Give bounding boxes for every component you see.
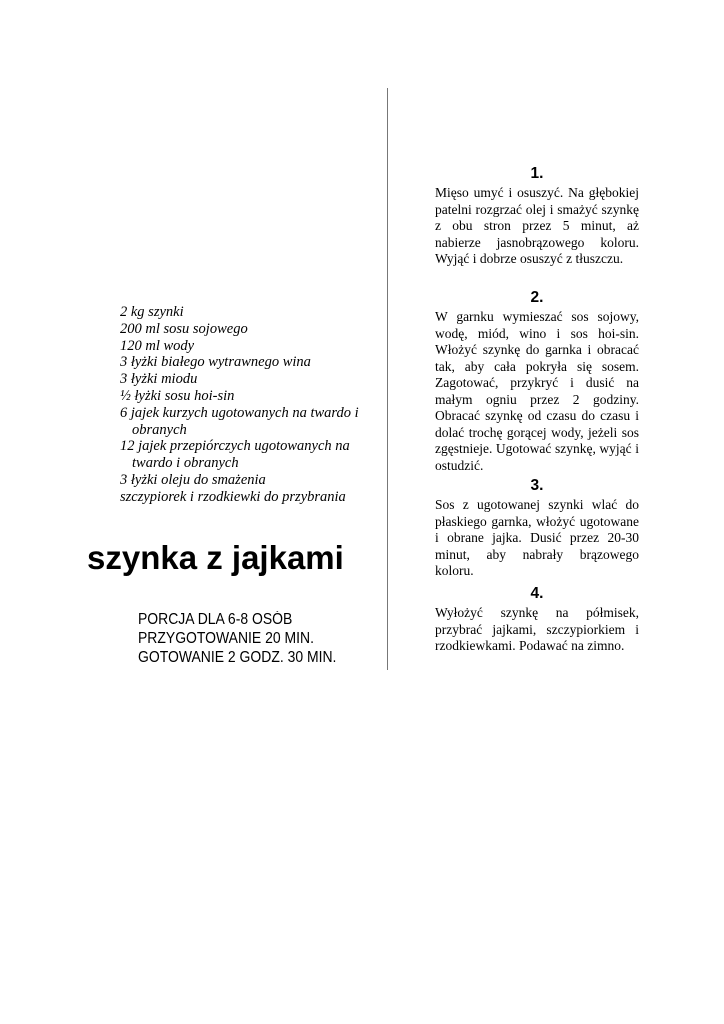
step-text: Mięso umyć i osuszyć. Na głębokiej patelni rozgrzać olej i smażyć szynkę z obu stron przez 5 minut, aż nabierze jasnobrązowego koloru. Wyjąć i dobrze osuszyć z tłuszczu.: [435, 185, 639, 266]
step-number: 1.: [530, 165, 544, 182]
step-number: 4.: [530, 585, 544, 602]
step-1: [435, 163, 639, 268]
prep-time: PRZYGOTOWANIE 20 MIN.: [138, 630, 314, 647]
ingredient-item: 12 jajek przepiórczych ugotowanych na twardo i obranych: [120, 438, 350, 472]
step-3: [435, 475, 639, 580]
ingredient-item: 120 ml wody: [120, 337, 195, 354]
ingredients-list: [120, 304, 370, 506]
step-text: Sos z ugotowanej szynki wlać do płaskiego garnka, włożyć ugotowane i obrane jajka. Dusić przez 20-30 minut, aby nabrały brązowego koloru.: [435, 497, 639, 578]
column-divider: [387, 88, 388, 670]
step-4: [435, 583, 639, 655]
step-text: W garnku wymieszać sos sojowy, wodę, miód, wino i sos hoi-sin. Włożyć szynkę do garnka i obracać tak, aby cała pokryła się sosem. Zagotować, przykryć i dusić na małym ogniu przez 2 godziny. Obracać szynkę od czasu do czasu i dolać trochę gorącej wody, jeżeli sos zgęstnieje. Ugotować szynkę, wyjąć i ostudzić.: [435, 309, 639, 473]
step-2: [435, 287, 639, 474]
step-text: Wyłożyć szynkę na półmisek, przybrać jajkami, szczypiorkiem i rzodkiewkami. Podawać na zimno.: [435, 605, 639, 653]
ingredient-item: 3 łyżki miodu: [120, 371, 198, 388]
cook-time: GOTOWANIE 2 GODZ. 30 MIN.: [138, 649, 337, 666]
ingredient-item: 6 jajek kurzych ugotowanych na twardo i obranych: [120, 404, 359, 438]
step-number: 3.: [530, 477, 544, 494]
ingredient-item: 200 ml sosu sojowego: [120, 320, 248, 337]
recipe-meta: [138, 610, 354, 667]
ingredient-item: ½ łyżki sosu hoi-sin: [120, 387, 235, 404]
portions-info: PORCJA DLA 6-8 OSÓB: [138, 611, 293, 628]
ingredient-item: 3 łyżki oleju do smażenia: [120, 471, 266, 488]
ingredient-item: 2 kg szynki: [120, 304, 184, 320]
recipe-title: szynka z jajkami: [87, 539, 344, 576]
ingredient-item: 3 łyżki białego wytrawnego wina: [120, 354, 311, 371]
step-number: 2.: [530, 289, 544, 306]
ingredient-item: szczypiorek i rzodkiewki do przybrania: [120, 488, 346, 505]
